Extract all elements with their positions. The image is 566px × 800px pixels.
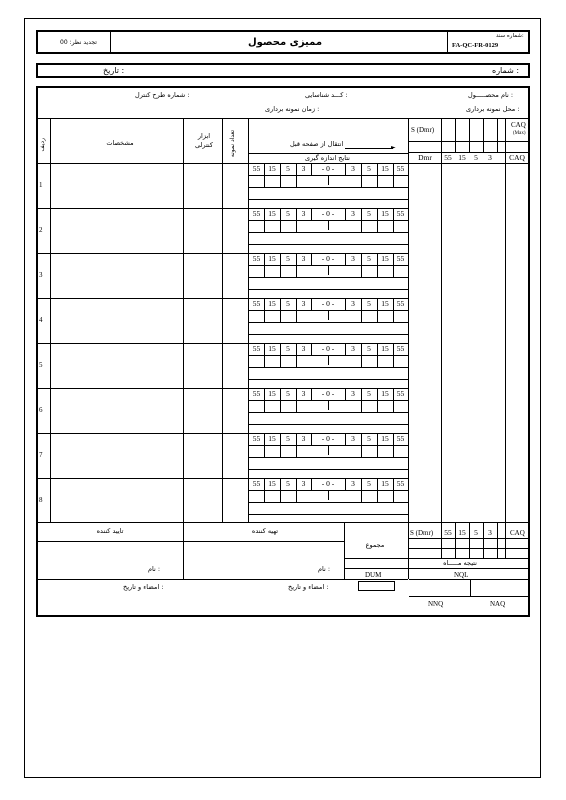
scale-label: 15: [381, 254, 389, 263]
center-mark: [328, 400, 329, 410]
scale-label: 55: [396, 164, 405, 173]
scale-label: 5: [286, 254, 290, 263]
center-mark: [328, 265, 329, 275]
sampling-time-field: زمان نمونه برداری :: [265, 105, 320, 113]
scale-label: 5: [286, 479, 290, 488]
scale-label: 5: [367, 389, 371, 398]
nnq-label: NNQ: [428, 600, 444, 608]
scale-label: 5: [367, 209, 371, 218]
scale-label: 15: [268, 389, 276, 398]
scale-label: 15: [268, 209, 276, 218]
scale-label: 15: [381, 164, 389, 173]
results-header: نتایج اندازه گیری: [305, 154, 350, 162]
scale-label: 5: [286, 164, 290, 173]
row-number: 7: [39, 451, 43, 459]
scale-label: 5: [367, 344, 371, 353]
row-number: 3: [39, 271, 43, 279]
center-mark: [328, 445, 329, 455]
row-number: 6: [39, 406, 43, 414]
sampling-location-field: محل نمونه برداری :: [466, 105, 520, 113]
scale-label: - 0 -: [321, 164, 335, 173]
scale-label: 3: [351, 344, 355, 353]
scale-label: 3: [351, 164, 355, 173]
scale-label: 3: [301, 209, 306, 218]
center-mark: [328, 490, 329, 500]
tools-header: ابزار کنترلی: [194, 132, 213, 149]
scale-label: 3: [301, 434, 306, 443]
scale-label: 5: [286, 344, 290, 353]
specs-header: مشخصات: [106, 139, 134, 147]
scale-label: 55: [396, 479, 405, 488]
month-result-label: نتیجه مـــــاه: [443, 559, 477, 567]
scale-label: 55: [396, 389, 405, 398]
nql-label: NQL: [454, 571, 469, 579]
scale-label: 15: [381, 299, 389, 308]
dmr-label: Dmr: [418, 153, 432, 162]
scale-label: 55: [252, 209, 261, 218]
scale-label: 15: [268, 254, 276, 263]
footer-scale-cell: 15: [458, 528, 466, 537]
scale-label: - 0 -: [321, 254, 335, 263]
doc-number-label: شماره سند:: [496, 33, 524, 39]
carry-over-label: انتقال از صفحه قبل: [290, 140, 344, 148]
form-title: ممیزی محصول: [247, 37, 323, 48]
preparer-signature: امضاء و تاریخ :: [288, 583, 329, 591]
scale-label: 15: [381, 209, 389, 218]
id-code-field: کـــد شناسایی :: [305, 91, 348, 99]
s-dmr-header: S (Dmr): [411, 126, 435, 134]
center-mark: [328, 220, 329, 230]
scale-label: 3: [301, 479, 306, 488]
dum-label: DUM: [365, 571, 382, 579]
center-mark: [328, 355, 329, 365]
center-mark: [328, 175, 329, 185]
scale-label: 15: [381, 389, 389, 398]
scale-label: 55: [252, 434, 261, 443]
scale-label: - 0 -: [321, 209, 335, 218]
approver-label: تایید کننده: [96, 527, 124, 535]
scale-label: 55: [252, 389, 261, 398]
scale-label: 55: [252, 479, 261, 488]
scale-label: 5: [367, 254, 371, 263]
doc-code: FA-QC-FR-0129: [452, 42, 499, 49]
scale-label: 5: [367, 299, 371, 308]
scale-label: 3: [351, 299, 355, 308]
sample-count-header: تعداد نمونه: [229, 130, 236, 158]
scale-label: 55: [252, 164, 261, 173]
center-mark: [328, 310, 329, 320]
scale-label: 55: [396, 254, 405, 263]
scale-label: 15: [268, 344, 276, 353]
scale-label: 3: [351, 209, 355, 218]
scale-label: 15: [268, 164, 276, 173]
scale-label: 5: [286, 389, 290, 398]
scale-label: 55: [396, 344, 405, 353]
revision-label: تجدید نظر: 00: [60, 39, 97, 46]
right-scale-cell: 5: [474, 153, 478, 162]
footer-scale-cell: 3: [488, 528, 492, 537]
right-scale-cell: 3: [488, 153, 492, 162]
scale-label: 3: [301, 299, 306, 308]
preparer-name: نام :: [318, 565, 331, 573]
naq-label: NAQ: [490, 600, 506, 608]
scale-label: 15: [268, 479, 276, 488]
scale-label: 15: [381, 479, 389, 488]
scale-label: 3: [351, 434, 355, 443]
scale-label: 3: [301, 344, 306, 353]
footer-scale-cell: 55: [444, 528, 452, 537]
scale-label: 5: [286, 434, 290, 443]
arrow-head-icon: ►: [391, 144, 396, 151]
scale-label: 3: [301, 164, 306, 173]
product-name-field: نام محصـــــول :: [468, 91, 514, 99]
row-number: 2: [39, 226, 43, 234]
scale-label: 55: [396, 299, 405, 308]
row-number: 1: [39, 181, 43, 189]
scale-label: 15: [381, 434, 389, 443]
scale-label: 5: [286, 209, 290, 218]
row-number: 8: [39, 496, 43, 504]
control-plan-field: شماره طرح کنترل :: [135, 91, 190, 99]
scale-label: 3: [351, 254, 355, 263]
scale-label: 5: [367, 164, 371, 173]
caq-sub-label: CAQ: [509, 153, 525, 162]
caq-max-header: (Max): [513, 131, 526, 136]
scale-label: - 0 -: [321, 389, 335, 398]
footer-s-dmr: S (Dmr): [410, 529, 434, 537]
scale-label: 5: [367, 479, 371, 488]
right-scale-cell: 15: [458, 153, 466, 162]
scale-label: - 0 -: [321, 344, 335, 353]
scale-label: - 0 -: [321, 479, 335, 488]
scale-label: - 0 -: [321, 434, 335, 443]
scale-label: - 0 -: [321, 299, 335, 308]
row-number: 5: [39, 361, 43, 369]
scale-label: 5: [367, 434, 371, 443]
dum-box: [358, 581, 395, 591]
approver-signature: امضاء و تاریخ :: [123, 583, 164, 591]
scale-label: 3: [301, 254, 306, 263]
scale-label: 5: [286, 299, 290, 308]
caq-header: CAQ: [511, 121, 526, 129]
date-label: تاریخ :: [103, 66, 125, 75]
row-header: ردیف: [39, 138, 46, 152]
right-scale-cell: 55: [444, 153, 452, 162]
scale-label: 15: [268, 299, 276, 308]
approver-name: نام :: [148, 565, 161, 573]
scale-label: 15: [381, 344, 389, 353]
scale-label: 3: [351, 389, 355, 398]
scale-label: 55: [252, 344, 261, 353]
scale-label: 55: [396, 209, 405, 218]
scale-label: 3: [301, 389, 306, 398]
row-number: 4: [39, 316, 43, 324]
footer-caq: CAQ: [510, 529, 525, 537]
preparer-label: تهیه کننده: [251, 527, 279, 535]
scale-label: 55: [252, 254, 261, 263]
number-label: شماره :: [492, 66, 520, 75]
scale-label: 15: [268, 434, 276, 443]
scale-label: 55: [252, 299, 261, 308]
scale-label: 3: [351, 479, 355, 488]
carry-over-arrow: [345, 148, 393, 149]
total-label: مجموع: [365, 541, 385, 549]
footer-scale-cell: 5: [474, 528, 478, 537]
scale-label: 55: [396, 434, 405, 443]
